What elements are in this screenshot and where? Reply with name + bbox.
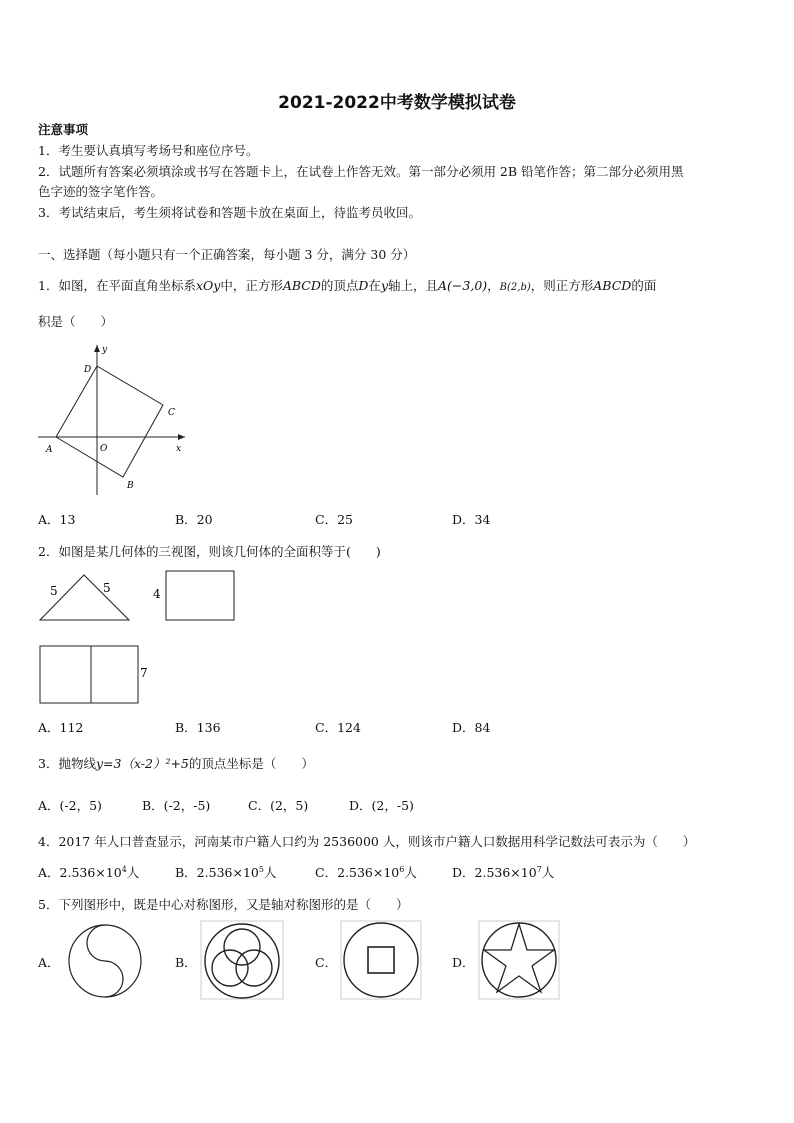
q5-figure-a-yin-yang[interactable] [66, 922, 144, 1000]
label-right-5: 5 [103, 581, 111, 595]
q1-option-b[interactable]: B．20 [175, 512, 213, 527]
label-b: B [127, 481, 134, 491]
q4-option-b[interactable]: B．$2.536\times 10^5$人 [175, 864, 277, 880]
label-y: y [102, 345, 108, 355]
label-a: A [46, 445, 53, 455]
q3-text: 3．抛物线y=3（x-2）²+5的顶点坐标是（ ） [38, 756, 314, 771]
label-o: O [100, 444, 108, 454]
q1-option-a[interactable]: A．13 [38, 512, 76, 527]
label-d: D [84, 365, 92, 375]
notes-item-1: 1．考生要认真填写考场号和座位序号。 [38, 143, 259, 158]
q1-text: 1．如图，在平面直角坐标系xOy中，正方形ABCD的顶点D在y轴上，且A(−3,0)，B(2,b)，则正方形ABCD的面 [38, 278, 657, 293]
q2-option-d[interactable]: D．84 [452, 720, 491, 735]
section-heading: 一、选择题（每小题只有一个正确答案，每小题 3 分，满分 30 分） [38, 247, 416, 262]
square-abcd [56, 366, 163, 477]
q5-option-c[interactable]: C． [315, 955, 338, 970]
side-view-rect [166, 571, 234, 620]
q5-option-d[interactable]: D． [452, 955, 475, 970]
q2-option-b[interactable]: B．136 [175, 720, 221, 735]
q3-option-c[interactable]: C．(2，5) [248, 798, 309, 813]
page-title: 2021-2022中考数学模拟试卷 [278, 93, 516, 113]
top-view-rect [40, 646, 138, 703]
q2-option-a[interactable]: A．112 [38, 720, 84, 735]
q5-option-b[interactable]: B． [175, 955, 197, 970]
label-c: C [168, 408, 175, 418]
label-left-5: 5 [50, 584, 58, 598]
label-4: 4 [153, 587, 161, 601]
q4-text: 4．2017 年人口普查显示，河南某市户籍人口约为 2536000 人，则该市户籍人口数据用科学记数法可表示为（ ） [38, 834, 696, 849]
x-axis-arrow [178, 434, 185, 440]
q3-option-d[interactable]: D．(2，-5) [349, 798, 414, 813]
q5-figure-c-square-in-circle[interactable] [340, 920, 422, 1000]
q4-option-d[interactable]: D．$2.536\times 10^7$人 [452, 864, 555, 880]
q4-option-c[interactable]: C．$2.536\times 10^6$人 [315, 864, 417, 880]
notes-item-3: 3．考试结束后，考生须将试卷和答题卡放在桌面上，待监考员收回。 [38, 205, 421, 220]
y-axis-arrow [94, 345, 100, 352]
q2-text: 2．如图是某几何体的三视图，则该几何体的全面积等于( ) [38, 544, 381, 559]
q1-figure [30, 340, 200, 500]
q5-option-a[interactable]: A． [38, 955, 60, 970]
q1-option-d[interactable]: D．34 [452, 512, 491, 527]
notes-heading: 注意事项 [38, 122, 89, 137]
label-x: x [176, 444, 182, 454]
notes-item-2-cont: 色字迹的签字笔作答。 [38, 184, 164, 199]
q1-option-c[interactable]: C．25 [315, 512, 353, 527]
q1-text-line2: 积是（ ） [38, 314, 114, 329]
q5-figure-b-three-circles[interactable] [200, 920, 284, 1000]
q4-option-a[interactable]: A．$2.536\times 10^4$人 [38, 864, 140, 880]
notes-item-2: 2．试题所有答案必须填涂或书写在答题卡上，在试卷上作答无效。第一部分必须用 2B 铅笔作答；第二部分必须用黑 [38, 164, 684, 179]
label-7: 7 [140, 666, 148, 680]
q3-option-b[interactable]: B．(-2，-5) [142, 798, 211, 813]
q2-three-views [30, 565, 260, 710]
q5-text: 5．下列图形中，既是中心对称图形，又是轴对称图形的是（ ） [38, 897, 409, 912]
q2-option-c[interactable]: C．124 [315, 720, 361, 735]
q5-figure-d-star-in-circle[interactable] [478, 920, 560, 1000]
q3-option-a[interactable]: A．(-2，5) [38, 798, 102, 813]
